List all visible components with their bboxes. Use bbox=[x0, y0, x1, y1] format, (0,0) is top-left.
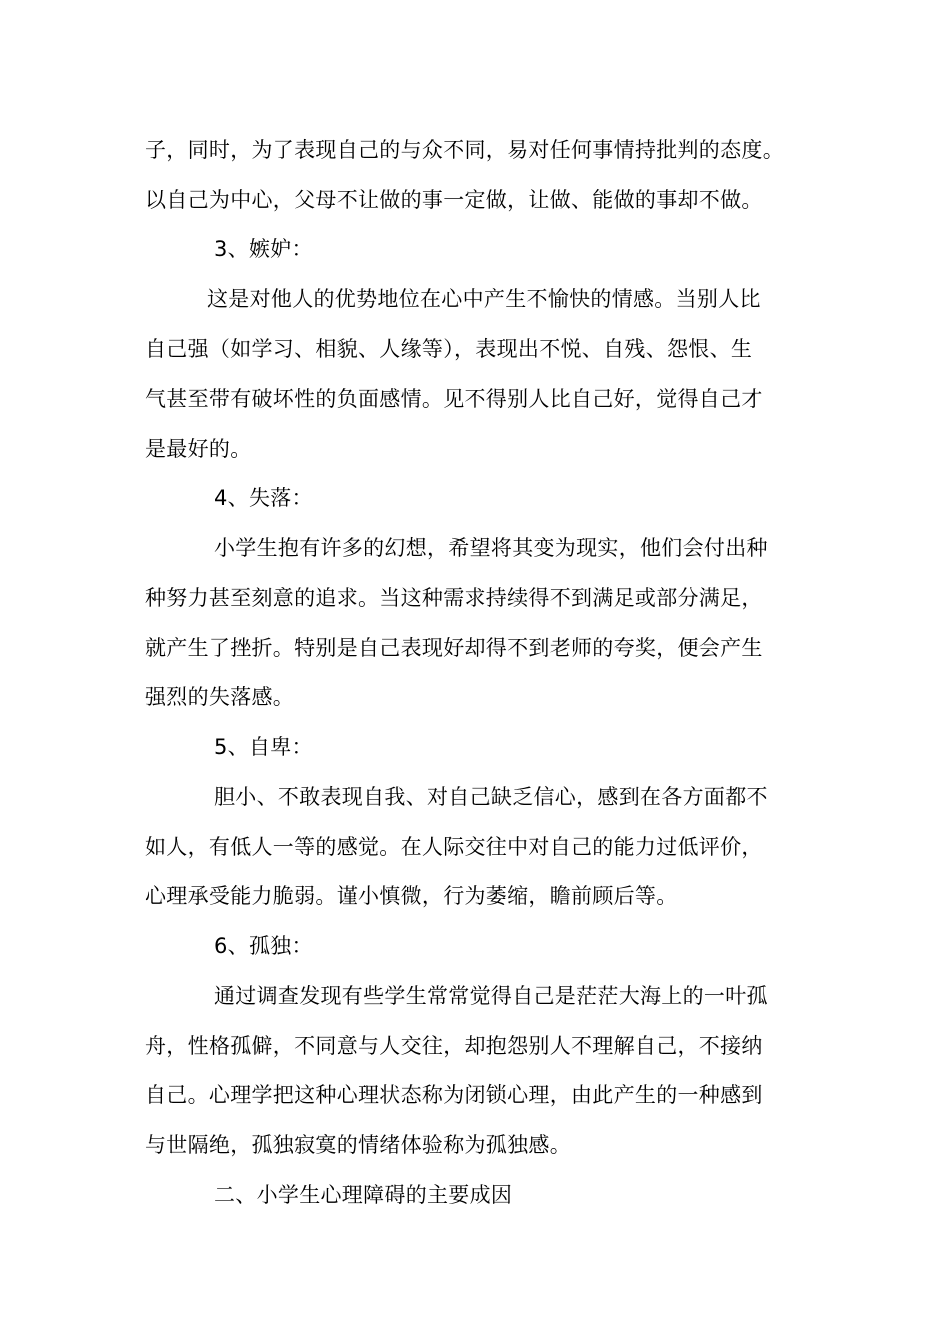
paragraph-line: 胆小、不敢表现自我、对自己缺乏信心，感到在各方面都不 bbox=[214, 785, 768, 809]
paragraph-line: 气甚至带有破坏性的负面感情。见不得别人比自己好，觉得自己才 bbox=[145, 387, 763, 411]
paragraph-line: 舟，性格孤僻，不同意与人交往，却抱怨别人不理解自己，不接纳 bbox=[145, 1034, 763, 1058]
paragraph-line: 以自己为中心，父母不让做的事一定做，让做、能做的事却不做。 bbox=[145, 188, 763, 212]
paragraph-line: 种努力甚至刻意的追求。当这种需求持续得不到满足或部分满足， bbox=[145, 586, 763, 610]
section-heading-causes: 二、小学生心理障碍的主要成因 bbox=[214, 1183, 513, 1207]
paragraph-line: 就产生了挫折。特别是自己表现好却得不到老师的夸奖，便会产生 bbox=[145, 636, 763, 660]
section-heading-inferiority: 5、自卑： bbox=[214, 735, 313, 759]
paragraph-line: 与世隔绝，孤独寂寞的情绪体验称为孤独感。 bbox=[145, 1133, 571, 1157]
paragraph-line: 如人，有低人一等的感觉。在人际交往中对自己的能力过低评价， bbox=[145, 835, 763, 859]
section-heading-jealousy: 3、嫉妒： bbox=[214, 237, 313, 261]
paragraph-line: 强烈的失落感。 bbox=[145, 685, 295, 709]
paragraph-line: 子，同时，为了表现自己的与众不同，易对任何事情持批判的态度。 bbox=[145, 138, 784, 162]
paragraph-line: 这是对他人的优势地位在心中产生不愉快的情感。当别人比 bbox=[207, 287, 761, 311]
paragraph-line: 是最好的。 bbox=[145, 437, 252, 461]
paragraph-line: 小学生抱有许多的幻想，希望将其变为现实，他们会付出种 bbox=[214, 536, 768, 560]
paragraph-line: 通过调查发现有些学生常常觉得自己是茫茫大海上的一叶孤 bbox=[214, 984, 768, 1008]
section-heading-loneliness: 6、孤独： bbox=[214, 934, 313, 958]
paragraph-line: 自己。心理学把这种心理状态称为闭锁心理，由此产生的一种感到 bbox=[145, 1083, 763, 1107]
section-heading-loss: 4、失落： bbox=[214, 486, 313, 510]
paragraph-line: 自己强（如学习、相貌、人缘等），表现出不悦、自残、怨恨、生 bbox=[145, 337, 753, 361]
paragraph-line: 心理承受能力脆弱。谨小慎微，行为萎缩，瞻前顾后等。 bbox=[145, 884, 678, 908]
